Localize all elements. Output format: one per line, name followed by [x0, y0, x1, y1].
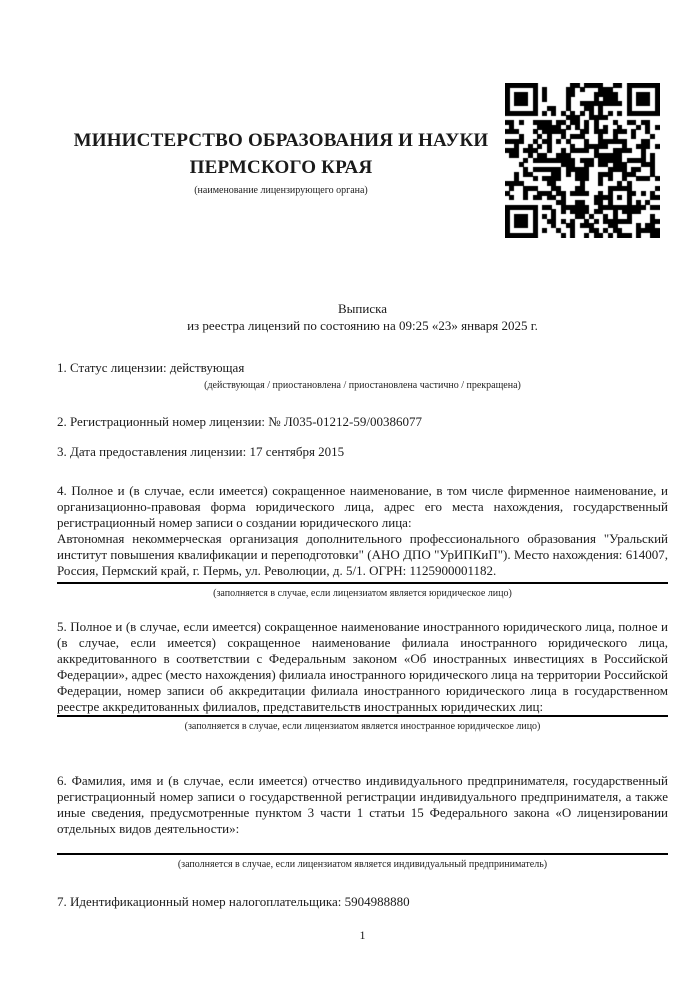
item-6-text: 6. Фамилия, имя и (в случае, если имеется) отчество индивидуального предпринимателя, государственный регистрационный номер записи о государственной регистрации индивидуального предпринимателя, а также иные сведения, предусмотренные пунктом 3 части 1 статьи 15 Федерального закона «О лицензировании отдельных видов деятельности»:: [57, 773, 668, 836]
item-6-caption: (заполняется в случае, если лицензиатом является индивидуальный предприниматель): [177, 859, 548, 870]
document-title-line1: Выписка: [338, 301, 387, 316]
document-title: [57, 300, 668, 334]
item-4-caption: (заполняется в случае, если лицензиатом является юридическое лицо): [213, 588, 512, 599]
item-license-date: [57, 444, 668, 460]
item-5-caption: (заполняется в случае, если лицензиатом является иностранное юридическое лицо): [184, 721, 541, 732]
item-2-text: 2. Регистрационный номер лицензии: № Л035-01212-59/00386077: [57, 414, 423, 429]
qr-code: [505, 83, 660, 238]
ministry-name-line2: ПЕРМСКОГО КРАЯ: [189, 157, 373, 178]
item-4-text: 4. Полное и (в случае, если имеется) сокращенное наименование, в том числе фирменное наименование, и организационно-правовая форма юридического лица, адрес его места нахождения, государственный регистрационный номер записи о создании юридического лица:: [57, 483, 668, 530]
ministry-name-line1: МИНИСТЕРСТВО ОБРАЗОВАНИЯ И НАУКИ: [73, 130, 489, 151]
item-license-status: [57, 360, 668, 392]
item-6-blank-line: [57, 853, 668, 855]
item-legal-entity: [57, 483, 668, 600]
item-7-text: 7. Идентификационный номер налогоплательщика: 5904988880: [57, 894, 410, 909]
item-taxpayer-number: [57, 894, 668, 910]
page-number: 1: [359, 928, 366, 942]
ministry-name: [57, 127, 505, 181]
item-1-caption: (действующая / приостановлена / приостановлена частично / прекращена): [204, 380, 521, 391]
item-5-blank-line: [57, 715, 668, 717]
item-foreign-entity: [57, 619, 668, 733]
item-5-text: 5. Полное и (в случае, если имеется) сокращенное наименование иностранного юридического лица, полное и (в случае, если имеется) сокращенное наименование филиала иностранного юридического лица, аккредитованного в соответствии с Федеральным законом «Об иностранных инвестициях в Российской Федерации», адрес (место нахождения) филиала иностранного юридического лица на территории Российской Федерации, номер записи об аккредитации филиала иностранного юридического лица в государственном реестре аккредитованных филиалов, представительств иностранных юридических лиц:: [57, 619, 668, 714]
licensing-authority-header: [57, 127, 505, 197]
item-individual-entrepreneur: [57, 773, 668, 871]
item-3-text: 3. Дата предоставления лицензии: 17 сентября 2015: [57, 444, 345, 459]
item-registration-number: [57, 414, 668, 430]
item-1-text: 1. Статус лицензии: действующая: [57, 360, 245, 375]
item-4-answer: Автономная некоммерческая организация дополнительного профессионального образования "Уральский институт повышения квалификации и переподготовки" (АНО ДПО "УрИПКиП"). Место нахождения: 614007, Россия, Пермский край, г. Пермь, ул. Революции, д. 5/1. ОГРН: 1125900001182.: [57, 531, 668, 584]
ministry-caption: (наименование лицензирующего органа): [194, 185, 368, 196]
document-title-line2: из реестра лицензий по состоянию на 09:25 «23» января 2025 г.: [187, 318, 538, 333]
